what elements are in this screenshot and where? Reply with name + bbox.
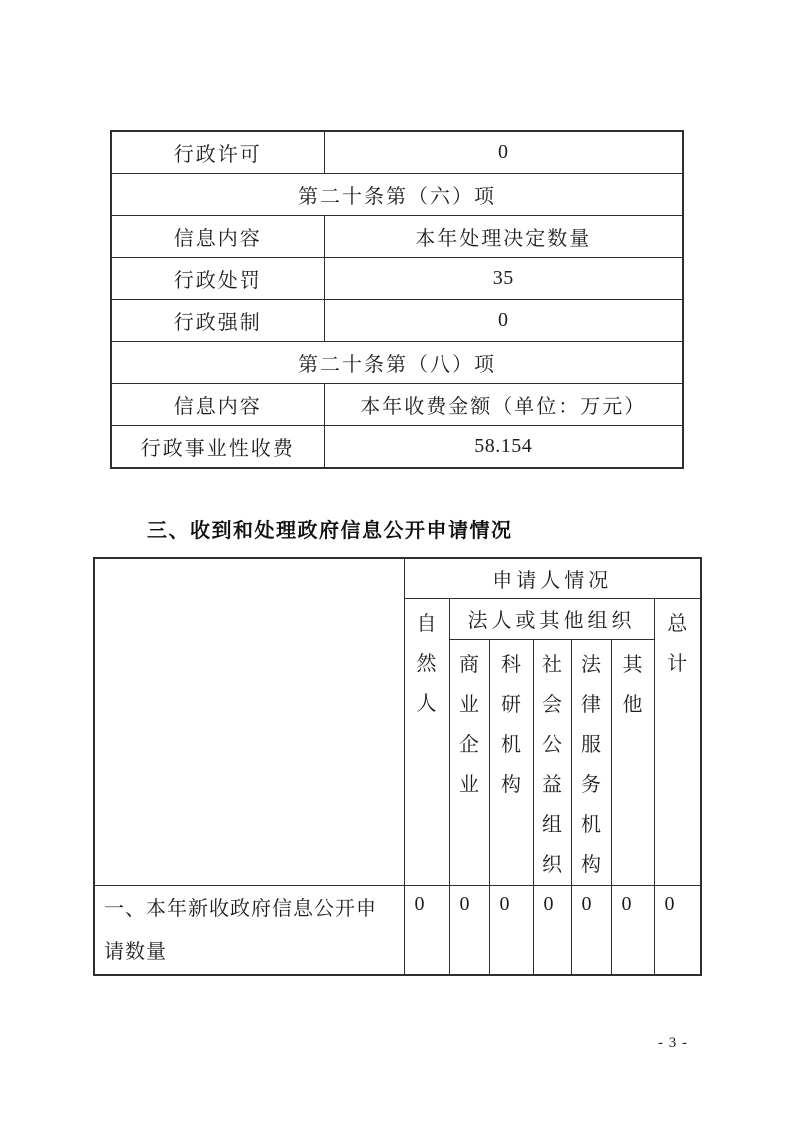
header-natural-person: 自然人	[404, 598, 449, 885]
row-label: 行政处罚	[111, 258, 324, 300]
section-span-row: 第二十条第（八）项	[111, 342, 683, 384]
table-row	[111, 131, 683, 174]
header-corner-cell	[94, 558, 404, 885]
table-row	[94, 885, 701, 975]
row-value: 0	[533, 885, 571, 975]
row-label: 信息内容	[111, 216, 324, 258]
row-label: 一、本年新收政府信息公开申请数量	[94, 885, 404, 975]
row-value: 本年收费金额（单位：万元）	[324, 384, 683, 426]
table-row	[111, 300, 683, 342]
header-sub-column-business: 商业企业	[449, 639, 489, 885]
row-value: 58.154	[324, 426, 683, 469]
row-value: 0	[404, 885, 449, 975]
table-row	[111, 258, 683, 300]
row-value: 0	[571, 885, 611, 975]
header-legal-or-other-org: 法人或其他组织	[449, 598, 654, 639]
row-value: 本年处理决定数量	[324, 216, 683, 258]
row-value: 0	[654, 885, 701, 975]
row-label: 信息内容	[111, 384, 324, 426]
section-span-row: 第二十条第（六）项	[111, 174, 683, 216]
table-row	[111, 216, 683, 258]
table-header-row	[94, 558, 701, 598]
table-row	[111, 174, 683, 216]
row-label: 行政许可	[111, 131, 324, 174]
table-row	[111, 426, 683, 469]
header-sub-column-public-welfare: 社会公益组织	[533, 639, 571, 885]
row-label: 行政强制	[111, 300, 324, 342]
header-sub-column-other: 其他	[611, 639, 654, 885]
section-heading: 三、收到和处理政府信息公开申请情况	[147, 520, 513, 542]
header-total: 总计	[654, 598, 701, 885]
applications-table	[93, 557, 702, 976]
row-value: 0	[489, 885, 533, 975]
header-applicant-situation: 申请人情况	[404, 558, 701, 598]
row-value: 0	[324, 300, 683, 342]
row-label: 行政事业性收费	[111, 426, 324, 469]
article20-table	[110, 130, 684, 469]
row-value: 0	[449, 885, 489, 975]
table-row	[111, 342, 683, 384]
row-value: 0	[611, 885, 654, 975]
header-sub-column-research: 科研机构	[489, 639, 533, 885]
row-value: 0	[324, 131, 683, 174]
page-number: - 3 -	[658, 1035, 688, 1051]
table-row	[111, 384, 683, 426]
row-value: 35	[324, 258, 683, 300]
header-sub-column-legal-service: 法律服务机构	[571, 639, 611, 885]
